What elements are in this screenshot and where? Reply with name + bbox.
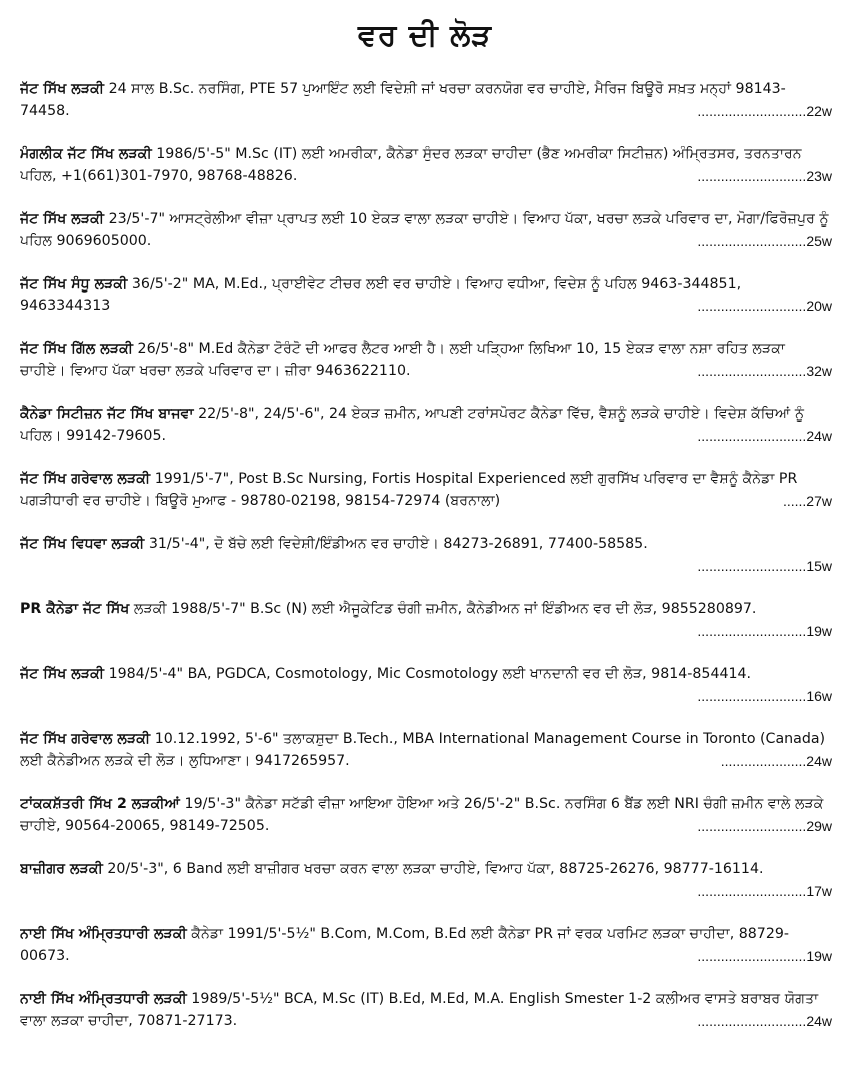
ad-text: 24 ਸਾਲ B.Sc. ਨਰਸਿੰਗ, PTE 57 ਪੁਆਇੰਟ ਲਈ ਵਿਦੇਸ਼ੀ ਜਾਂ ਖਰਚਾ ਕਰਨਯੋਗ ਵਰ ਚਾਹੀਏ, ਮੈਰਿਜ ਬਿਊਰੋ ਸਖ਼ਤ ਮਨ੍ਹਾਂ 98143-74458. [20,81,786,119]
ad-code: ............................24w [691,425,832,447]
classified-ad [20,793,832,837]
ad-lead: ਮੰਗਲੀਕ ਜੱਟ ਸਿੱਖ ਲੜਕੀ [20,146,152,162]
ad-lead: ਕੈਨੇਡਾ ਸਿਟੀਜ਼ਨ ਜੱਟ ਸਿੱਖ ਬਾਜਵਾ [20,406,194,422]
ad-text: ਕੈਨੇਡਾ 1991/5'-5½" B.Com, M.Com, B.Ed ਲਈ ਕੈਨੇਡਾ PR ਜਾਂ ਵਰਕ ਪਰਮਿਟ ਲੜਕਾ ਚਾਹੀਦਾ, 88729-00673. [20,926,789,964]
ad-text: 22/5'-8", 24/5'-6", 24 ਏਕੜ ਜ਼ਮੀਨ, ਆਪਣੀ ਟਰਾਂਸਪੋਰਟ ਕੈਨੇਡਾ ਵਿੱਚ, ਵੈਸ਼ਨੂੰ ਲੜਕੇ ਚਾਹੀਏ। ਵਿਦੇਸ਼ ਕੱਚਿਆਂ ਨੂੰ ਪਹਿਲ। 99142-79605. [20,406,805,444]
ad-lead: ਨਾਈ ਸਿੱਖ ਅੰਮ੍ਰਿਤਧਾਰੀ ਲੜਕੀ [20,991,187,1007]
ad-text: 20/5'-3", 6 Band ਲਈ ਬਾਜ਼ੀਗਰ ਖਰਚਾ ਕਰਨ ਵਾਲਾ ਲੜਕਾ ਚਾਹੀਏ, ਵਿਆਹ ਪੱਕਾ, 88725-26276, 98777-16114. [102,861,764,877]
ad-text: 26/5'-8" M.Ed ਕੈਨੇਡਾ ਟੋਰੰਟੋ ਦੀ ਆਫਰ ਲੈਟਰ ਆਈ ਹੈ। ਲਈ ਪੜ੍ਹਿਆ ਲਿਖਿਆ 10, 15 ਏਕੜ ਵਾਲਾ ਨਸ਼ਾ ਰਹਿਤ ਲੜਕਾ ਚਾਹੀਏ। ਵਿਆਹ ਪੱਕਾ ਖਰਚਾ ਲੜਕੇ ਪਰਿਵਾਰ ਦਾ। ਜ਼ੀਰਾ 9463622110. [20,341,785,379]
ad-lead: ਨਾਈ ਸਿੱਖ ਅੰਮ੍ਰਿਤਧਾਰੀ ਲੜਕੀ [20,926,187,942]
ad-body [20,598,832,620]
classified-ad [20,208,832,252]
classified-ad [20,468,832,512]
ad-text: 1991/5'-7", Post B.Sc Nursing, Fortis Hospital Experienced ਲਈ ਗੁਰਸਿੱਖ ਪਰਿਵਾਰ ਦਾ ਵੈਸ਼ਨੂੰ ਕੈਨੇਡਾ PR ਪਗੜੀਧਾਰੀ ਵਰ ਚਾਹੀਏ। ਬਿਊਰੋ ਮੁਆਫ - 98780-02198, 98154-72974 (ਬਰਨਾਲਾ) [20,471,798,509]
ad-code: ............................22w [691,100,832,122]
ad-lead: ਜੱਟ ਸਿੱਖ ਵਿਧਵਾ ਲੜਕੀ [20,536,145,552]
ad-text: 31/5'-4", ਦੋ ਬੱਚੇ ਲਈ ਵਿਦੇਸ਼ੀ/ਇੰਡੀਅਨ ਵਰ ਚਾਹੀਏ। 84273-26891, 77400-58585. [144,536,648,552]
ad-code: ............................29w [691,815,832,837]
ad-body [20,858,832,880]
ad-lead: ਜੱਟ ਸਿੱਖ ਲੜਕੀ [20,211,105,227]
ad-code: ......27w [777,490,832,512]
classified-ad [20,988,832,1032]
ad-lead: ਟਾਂਕਕਸ਼ੱਤਰੀ ਸਿੱਖ 2 ਲੜਕੀਆਂ [20,796,181,812]
classified-ad [20,663,832,707]
ad-text: 19/5'-3" ਕੈਨੇਡਾ ਸਟੱਡੀ ਵੀਜ਼ਾ ਆਇਆ ਹੋਇਆ ਅਤੇ 26/5'-2" B.Sc. ਨਰਸਿੰਗ 6 ਬੈਂਡ ਲਈ NRI ਚੰਗੀ ਜ਼ਮੀਨ ਵਾਲੇ ਲੜਕੇ ਚਾਹੀਏ, 90564-20065, 98149-72505. [20,796,824,834]
ad-text: 1984/5'-4" BA, PGDCA, Cosmotology, Mic Cosmotology ਲਈ ਖਾਨਦਾਨੀ ਵਰ ਦੀ ਲੋੜ, 9814-854414. [104,666,752,682]
page-title: ਵਰ ਦੀ ਲੋੜ [357,18,493,53]
ad-lead: ਜੱਟ ਸਿੱਖ ਸੰਧੂ ਲੜਕੀ [20,276,128,292]
ad-code: ............................16w [691,685,832,707]
ad-code: ............................20w [691,295,832,317]
ad-code: ............................15w [691,555,832,577]
ad-lead: ਬਾਜ਼ੀਗਰ ਲੜਕੀ [20,861,103,877]
ad-lead: ਜੱਟ ਸਿੱਖ ਗਿੱਲ ਲੜਕੀ [20,341,134,357]
ad-code: ............................24w [691,1010,832,1032]
ad-body [20,468,832,512]
ad-body [20,533,832,555]
classified-ad [20,403,832,447]
classified-ad [20,923,832,967]
classified-ad [20,858,832,902]
ad-text: 36/5'-2" MA, M.Ed., ਪ੍ਰਾਈਵੇਟ ਟੀਚਰ ਲਈ ਵਰ ਚਾਹੀਏ। ਵਿਆਹ ਵਧੀਆ, ਵਿਦੇਸ਼ ਨੂੰ ਪਹਿਲ 9463-344851, 9463344313 [20,276,742,314]
classified-ad [20,728,832,772]
ad-lead: ਜੱਟ ਸਿੱਖ ਲੜਕੀ [20,666,105,682]
ad-lead: ਜੱਟ ਸਿੱਖ ਗਰੇਵਾਲ ਲੜਕੀ [20,731,151,747]
classified-ad [20,533,832,577]
ad-code: ............................19w [691,620,832,642]
ad-body [20,663,832,685]
classified-list [20,78,832,1053]
ad-lead: ਜੱਟ ਸਿੱਖ ਗਰੇਵਾਲ ਲੜਕੀ [20,471,151,487]
ad-code: ............................19w [691,945,832,967]
classified-ad [20,598,832,642]
classified-ad [20,338,832,382]
classified-ad [20,78,832,122]
classified-ad [20,273,832,317]
ad-code: ............................17w [691,880,832,902]
ad-body [20,728,832,772]
ad-text: 10.12.1992, 5'-6" ਤਲਾਕਸ਼ੁਦਾ B.Tech., MBA International Management Course in Toronto (Canada) ਲਈ ਕੈਨੇਡੀਅਨ ਲੜਕੇ ਦੀ ਲੋੜ। ਲੁਧਿਆਣਾ। 9417265957. [20,731,826,769]
ad-text: ਲੜਕੀ 1988/5'-7" B.Sc (N) ਲਈ ਐਜੂਕੇਟਿਡ ਚੰਗੀ ਜ਼ਮੀਨ, ਕੈਨੇਡੀਅਨ ਜਾਂ ਇੰਡੀਅਨ ਵਰ ਦੀ ਲੋੜ, 9855280897. [129,601,757,617]
ad-lead: ਜੱਟ ਸਿੱਖ ਲੜਕੀ [20,81,105,97]
ad-code: ............................23w [691,165,832,187]
ad-text: 23/5'-7" ਆਸਟ੍ਰੇਲੀਆ ਵੀਜ਼ਾ ਪ੍ਰਾਪਤ ਲਈ 10 ਏਕੜ ਵਾਲਾ ਲੜਕਾ ਚਾਹੀਏ। ਵਿਆਹ ਪੱਕਾ, ਖਰਚਾ ਲੜਕੇ ਪਰਿਵਾਰ ਦਾ, ਮੋਗਾ/ਫਿਰੋਜ਼ਪੁਰ ਨੂੰ ਪਹਿਲ 9069605000. [20,211,829,249]
ad-text: 1989/5'-5½" BCA, M.Sc (IT) B.Ed, M.Ed, M.A. English Smester 1-2 ਕਲੀਅਰ ਵਾਸਤੇ ਬਰਾਬਰ ਯੋਗਤਾ ਵਾਲਾ ਲੜਕਾ ਚਾਹੀਦਾ, 70871-27173. [20,991,819,1029]
ad-lead: PR ਕੈਨੇਡਾ ਜੱਟ ਸਿੱਖ [20,601,130,617]
ad-code: ............................32w [691,360,832,382]
ad-code: ......................24w [715,750,832,772]
ad-code: ............................25w [691,230,832,252]
ad-text: 1986/5'-5" M.Sc (IT) ਲਈ ਅਮਰੀਕਾ, ਕੈਨੇਡਾ ਸੁੰਦਰ ਲੜਕਾ ਚਾਹੀਦਾ (ਭੈਣ ਅਮਰੀਕਾ ਸਿਟੀਜ਼ਨ) ਅੰਮ੍ਰਿਤਸਰ, ਤਰਨਤਾਰਨ ਪਹਿਲ, +1(661)301-7970, 98768-48826. [20,146,802,184]
classified-ad [20,143,832,187]
